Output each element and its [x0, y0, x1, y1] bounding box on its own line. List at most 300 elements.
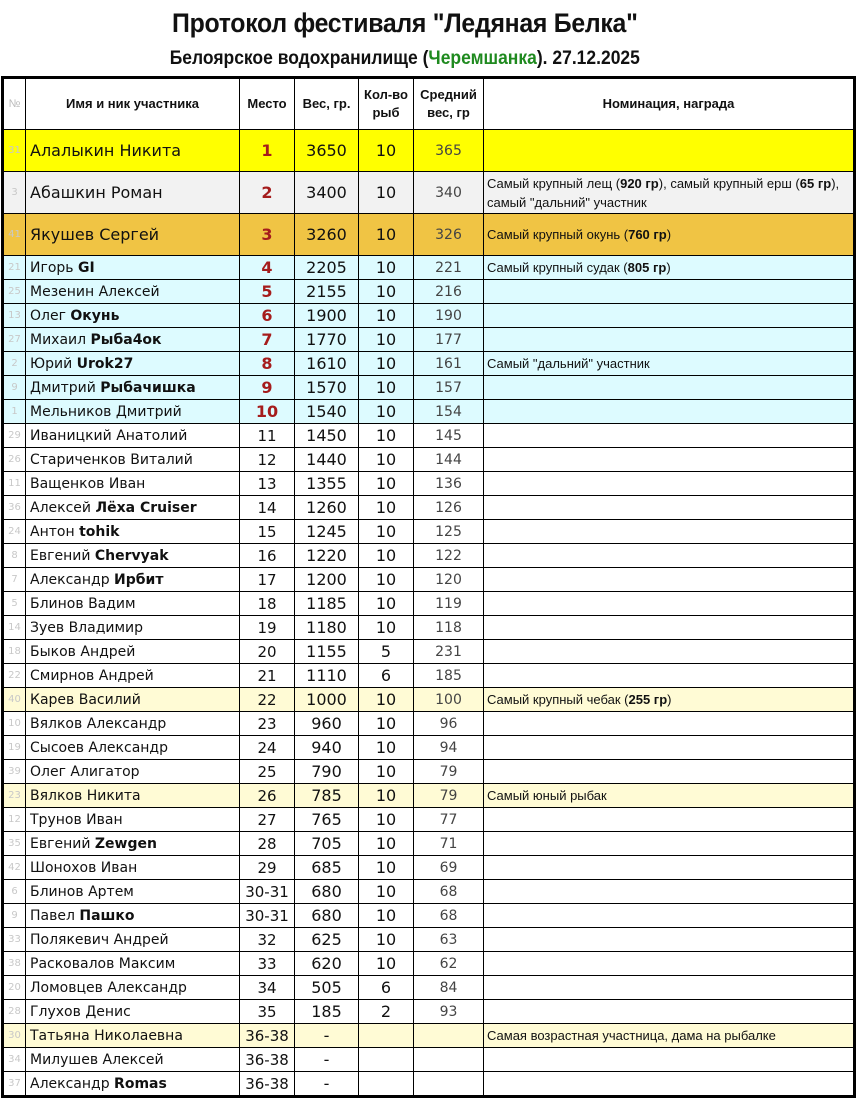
table-header-row — [3, 78, 855, 130]
participant-number: 19 — [3, 736, 26, 760]
place-cell: 17 — [240, 568, 295, 592]
weight-cell: 1355 — [295, 472, 359, 496]
table-row — [3, 472, 855, 496]
weight-cell: 1155 — [295, 640, 359, 664]
table-row — [3, 856, 855, 880]
participant-full-name: Иваницкий Анатолий — [30, 427, 188, 444]
nomination-cell — [484, 448, 855, 472]
place-cell: 13 — [240, 472, 295, 496]
participant-number: 7 — [3, 568, 26, 592]
participant-name — [26, 664, 240, 688]
weight-cell: 505 — [295, 976, 359, 1000]
nomination-cell — [484, 880, 855, 904]
weight-cell: 3260 — [295, 214, 359, 256]
participant-full-name: Евгений — [30, 547, 95, 564]
table-row — [3, 832, 855, 856]
fish-count-cell: 10 — [359, 376, 414, 400]
participant-full-name: Олег Алигатор — [30, 763, 140, 780]
average-weight-cell: 79 — [414, 784, 484, 808]
table-row — [3, 376, 855, 400]
weight-cell: 1000 — [295, 688, 359, 712]
nomination-cell — [484, 736, 855, 760]
fish-count-cell: 10 — [359, 760, 414, 784]
fish-count-cell: 10 — [359, 592, 414, 616]
average-weight-cell: 77 — [414, 808, 484, 832]
participant-full-name: Алексей — [30, 499, 96, 516]
participant-number: 22 — [3, 664, 26, 688]
participant-number: 13 — [3, 304, 26, 328]
average-weight-cell: 144 — [414, 448, 484, 472]
average-weight-cell: 63 — [414, 928, 484, 952]
nomination-cell — [484, 496, 855, 520]
table-row — [3, 328, 855, 352]
nomination-cell — [484, 808, 855, 832]
participant-number: 21 — [3, 256, 26, 280]
nomination-cell — [484, 928, 855, 952]
weight-cell: 785 — [295, 784, 359, 808]
fish-count-cell — [359, 1072, 414, 1097]
participant-name — [26, 976, 240, 1000]
column-header-weight: Вес, гр. — [295, 78, 359, 130]
weight-cell: 940 — [295, 736, 359, 760]
participant-nickname: Пашко — [79, 907, 135, 924]
participant-number: 12 — [3, 808, 26, 832]
table-row — [3, 214, 855, 256]
place-cell: 15 — [240, 520, 295, 544]
weight-cell: 1770 — [295, 328, 359, 352]
average-weight-cell: 157 — [414, 376, 484, 400]
weight-cell: 1185 — [295, 592, 359, 616]
nomination-cell — [484, 640, 855, 664]
page-subtitle — [0, 48, 810, 70]
subtitle-location: Белоярское водохранилище ( — [169, 48, 429, 69]
weight-cell: 1440 — [295, 448, 359, 472]
weight-cell: 1200 — [295, 568, 359, 592]
table-row — [3, 640, 855, 664]
nomination-cell — [484, 568, 855, 592]
participant-name — [26, 130, 240, 172]
participant-name — [26, 1024, 240, 1048]
participant-name — [26, 448, 240, 472]
participant-number: 38 — [3, 952, 26, 976]
participant-name — [26, 1072, 240, 1097]
participant-full-name: Александр — [30, 571, 115, 588]
participant-full-name: Блинов Артем — [30, 883, 134, 900]
place-cell: 21 — [240, 664, 295, 688]
nomination-cell — [484, 1072, 855, 1097]
weight-cell: 3400 — [295, 172, 359, 214]
fish-count-cell: 10 — [359, 214, 414, 256]
nomination-cell — [484, 616, 855, 640]
average-weight-cell: 118 — [414, 616, 484, 640]
participant-number: 40 — [3, 688, 26, 712]
weight-cell: 790 — [295, 760, 359, 784]
place-cell: 14 — [240, 496, 295, 520]
weight-cell: 3650 — [295, 130, 359, 172]
nomination-cell: Самый "дальний" участник — [484, 352, 855, 376]
place-cell: 8 — [240, 352, 295, 376]
table-row — [3, 688, 855, 712]
place-cell: 10 — [240, 400, 295, 424]
participant-number: 24 — [3, 520, 26, 544]
participant-full-name: Вялков Никита — [30, 787, 141, 804]
table-row — [3, 904, 855, 928]
place-cell: 25 — [240, 760, 295, 784]
participant-full-name: Игорь — [30, 259, 78, 276]
average-weight-cell: 125 — [414, 520, 484, 544]
participant-number: 1 — [3, 400, 26, 424]
weight-cell: 1110 — [295, 664, 359, 688]
participant-name — [26, 880, 240, 904]
participant-name — [26, 736, 240, 760]
weight-cell: 1245 — [295, 520, 359, 544]
place-cell: 32 — [240, 928, 295, 952]
weight-cell: 765 — [295, 808, 359, 832]
fish-count-cell: 10 — [359, 808, 414, 832]
nomination-cell: Самый крупный судак (805 гр) — [484, 256, 855, 280]
participant-full-name: Абашкин Роман — [30, 183, 163, 202]
table-row — [3, 496, 855, 520]
fish-count-cell — [359, 1048, 414, 1072]
nomination-cell — [484, 304, 855, 328]
fish-count-cell: 10 — [359, 520, 414, 544]
fish-count-cell: 10 — [359, 256, 414, 280]
participant-number: 10 — [3, 712, 26, 736]
table-body — [3, 130, 855, 1097]
participant-nickname: GI — [77, 259, 95, 276]
column-header-place: Место — [240, 78, 295, 130]
fish-count-cell: 10 — [359, 568, 414, 592]
participant-full-name: Шонохов Иван — [30, 859, 138, 876]
fish-count-cell: 10 — [359, 736, 414, 760]
nomination-cell — [484, 760, 855, 784]
participant-number: 42 — [3, 856, 26, 880]
place-cell: 28 — [240, 832, 295, 856]
participant-full-name: Вялков Александр — [30, 715, 167, 732]
weight-cell: 1900 — [295, 304, 359, 328]
place-cell: 26 — [240, 784, 295, 808]
column-header-avg — [414, 78, 484, 130]
participant-full-name: Павел — [30, 907, 80, 924]
participant-name — [26, 616, 240, 640]
average-weight-cell: 185 — [414, 664, 484, 688]
participant-full-name: Олег — [30, 307, 71, 324]
nomination-cell — [484, 520, 855, 544]
participant-number: 35 — [3, 832, 26, 856]
average-weight-cell: 221 — [414, 256, 484, 280]
participant-number: 41 — [3, 214, 26, 256]
place-cell: 35 — [240, 1000, 295, 1024]
table-row — [3, 130, 855, 172]
participant-number: 6 — [3, 880, 26, 904]
place-cell: 30-31 — [240, 904, 295, 928]
average-weight-cell — [414, 1024, 484, 1048]
column-header-num: № — [3, 78, 26, 130]
results-table — [1, 76, 856, 1098]
fish-count-cell: 10 — [359, 496, 414, 520]
fish-count-cell: 6 — [359, 976, 414, 1000]
participant-name — [26, 1000, 240, 1024]
place-cell: 36-38 — [240, 1024, 295, 1048]
weight-cell: 1570 — [295, 376, 359, 400]
fish-count-cell — [359, 1024, 414, 1048]
participant-name — [26, 472, 240, 496]
participant-nickname: Urok27 — [76, 355, 134, 372]
participant-name — [26, 640, 240, 664]
participant-nickname: tohik — [79, 523, 120, 540]
place-cell: 6 — [240, 304, 295, 328]
subtitle-highlight: Черемшанка — [428, 48, 537, 69]
table-row — [3, 568, 855, 592]
participant-number: 27 — [3, 328, 26, 352]
participant-name — [26, 544, 240, 568]
nomination-weight: 760 гр — [628, 227, 667, 242]
nomination-cell — [484, 976, 855, 1000]
place-cell: 34 — [240, 976, 295, 1000]
participant-full-name: Трунов Иван — [30, 811, 123, 828]
participant-name — [26, 400, 240, 424]
participant-number: 31 — [3, 130, 26, 172]
nomination-cell — [484, 952, 855, 976]
weight-cell: - — [295, 1072, 359, 1097]
participant-nickname: Рыбачишка — [100, 379, 196, 396]
participant-full-name: Полякевич Андрей — [30, 931, 169, 948]
place-cell: 36-38 — [240, 1072, 295, 1097]
average-weight-cell: 136 — [414, 472, 484, 496]
nomination-cell — [484, 400, 855, 424]
place-cell: 19 — [240, 616, 295, 640]
participant-number: 18 — [3, 640, 26, 664]
participant-name — [26, 280, 240, 304]
average-weight-cell: 68 — [414, 880, 484, 904]
average-weight-cell: 62 — [414, 952, 484, 976]
participant-full-name: Мельников Дмитрий — [30, 403, 182, 420]
column-header-count — [359, 78, 414, 130]
participant-full-name: Быков Андрей — [30, 643, 136, 660]
weight-cell: 680 — [295, 880, 359, 904]
average-weight-cell: 94 — [414, 736, 484, 760]
participant-full-name: Блинов Вадим — [30, 595, 136, 612]
fish-count-cell: 10 — [359, 352, 414, 376]
participant-number: 36 — [3, 496, 26, 520]
participant-nickname: Romas — [114, 1075, 167, 1092]
participant-name — [26, 214, 240, 256]
average-weight-cell: 216 — [414, 280, 484, 304]
weight-cell: 1220 — [295, 544, 359, 568]
participant-number: 2 — [3, 352, 26, 376]
nomination-cell: Самая возрастная участница, дама на рыбалке — [484, 1024, 855, 1048]
participant-name — [26, 760, 240, 784]
participant-number: 9 — [3, 904, 26, 928]
place-cell: 22 — [240, 688, 295, 712]
table-row — [3, 760, 855, 784]
average-weight-cell: 119 — [414, 592, 484, 616]
participant-name — [26, 1048, 240, 1072]
table-row — [3, 280, 855, 304]
nomination-cell — [484, 472, 855, 496]
participant-number: 9 — [3, 376, 26, 400]
participant-full-name: Мезенин Алексей — [30, 283, 160, 300]
participant-full-name: Расковалов Максим — [30, 955, 176, 972]
table-row — [3, 616, 855, 640]
participant-number: 28 — [3, 1000, 26, 1024]
nomination-cell — [484, 130, 855, 172]
average-weight-cell: 326 — [414, 214, 484, 256]
table-row — [3, 784, 855, 808]
participant-name — [26, 172, 240, 214]
table-row — [3, 1048, 855, 1072]
table-row — [3, 976, 855, 1000]
average-weight-cell — [414, 1072, 484, 1097]
participant-number: 26 — [3, 448, 26, 472]
table-row — [3, 952, 855, 976]
participant-nickname: Рыба4ок — [90, 331, 162, 348]
fish-count-cell: 10 — [359, 880, 414, 904]
table-row — [3, 352, 855, 376]
place-cell: 3 — [240, 214, 295, 256]
fish-count-cell: 10 — [359, 832, 414, 856]
table-row — [3, 928, 855, 952]
column-header-avg-line1: Средний — [420, 87, 477, 102]
average-weight-cell: 145 — [414, 424, 484, 448]
participant-number: 29 — [3, 424, 26, 448]
participant-name — [26, 496, 240, 520]
participant-full-name: Алалыкин Никита — [30, 141, 182, 160]
participant-full-name: Милушев Алексей — [30, 1051, 164, 1068]
fish-count-cell: 2 — [359, 1000, 414, 1024]
participant-name — [26, 592, 240, 616]
participant-number: 5 — [3, 592, 26, 616]
fish-count-cell: 10 — [359, 688, 414, 712]
table-row — [3, 880, 855, 904]
nomination-cell — [484, 856, 855, 880]
weight-cell: 680 — [295, 904, 359, 928]
table-row — [3, 736, 855, 760]
column-header-name: Имя и ник участника — [26, 78, 240, 130]
average-weight-cell: 122 — [414, 544, 484, 568]
place-cell: 9 — [240, 376, 295, 400]
participant-full-name: Михаил — [30, 331, 91, 348]
place-cell: 23 — [240, 712, 295, 736]
column-header-count-line2: рыб — [372, 105, 400, 120]
nomination-cell — [484, 712, 855, 736]
table-row — [3, 592, 855, 616]
participant-full-name: Татьяна Николаевна — [30, 1027, 183, 1044]
average-weight-cell: 126 — [414, 496, 484, 520]
table-row — [3, 400, 855, 424]
fish-count-cell: 10 — [359, 280, 414, 304]
fish-count-cell: 6 — [359, 664, 414, 688]
table-row — [3, 544, 855, 568]
participant-full-name: Антон — [30, 523, 80, 540]
participant-number: 37 — [3, 1072, 26, 1097]
participant-name — [26, 376, 240, 400]
participant-nickname: Лёха Cruiser — [95, 499, 197, 516]
participant-number: 34 — [3, 1048, 26, 1072]
participant-name — [26, 952, 240, 976]
place-cell: 12 — [240, 448, 295, 472]
average-weight-cell: 71 — [414, 832, 484, 856]
participant-full-name: Юрий — [30, 355, 77, 372]
column-header-avg-line2: вес, гр — [427, 105, 470, 120]
average-weight-cell — [414, 1048, 484, 1072]
weight-cell: 1610 — [295, 352, 359, 376]
nomination-cell — [484, 376, 855, 400]
nomination-weight: 255 гр — [628, 692, 668, 707]
nomination-cell — [484, 1000, 855, 1024]
fish-count-cell: 10 — [359, 304, 414, 328]
average-weight-cell: 93 — [414, 1000, 484, 1024]
participant-nickname: Zewgen — [94, 835, 157, 852]
participant-name — [26, 256, 240, 280]
fish-count-cell: 10 — [359, 472, 414, 496]
place-cell: 36-38 — [240, 1048, 295, 1072]
participant-name — [26, 328, 240, 352]
average-weight-cell: 365 — [414, 130, 484, 172]
participant-full-name: Смирнов Андрей — [30, 667, 154, 684]
table-row — [3, 448, 855, 472]
average-weight-cell: 100 — [414, 688, 484, 712]
weight-cell: 185 — [295, 1000, 359, 1024]
fish-count-cell: 10 — [359, 544, 414, 568]
fish-count-cell: 10 — [359, 328, 414, 352]
place-cell: 24 — [240, 736, 295, 760]
column-header-nomination: Номинация, награда — [484, 78, 855, 130]
participant-name — [26, 568, 240, 592]
average-weight-cell: 96 — [414, 712, 484, 736]
participant-full-name: Александр — [30, 1075, 115, 1092]
participant-number: 39 — [3, 760, 26, 784]
participant-full-name: Карев Василий — [30, 691, 141, 708]
fish-count-cell: 10 — [359, 856, 414, 880]
participant-full-name: Стариченков Виталий — [30, 451, 193, 468]
average-weight-cell: 177 — [414, 328, 484, 352]
participant-full-name: Ващенков Иван — [30, 475, 146, 492]
participant-number: 20 — [3, 976, 26, 1000]
place-cell: 5 — [240, 280, 295, 304]
place-cell: 11 — [240, 424, 295, 448]
fish-count-cell: 10 — [359, 400, 414, 424]
nomination-cell — [484, 832, 855, 856]
fish-count-cell: 10 — [359, 448, 414, 472]
participant-nickname: Chervyak — [94, 547, 169, 564]
fish-count-cell: 10 — [359, 616, 414, 640]
participant-name — [26, 712, 240, 736]
nomination-cell — [484, 280, 855, 304]
column-header-count-line1: Кол-во — [364, 87, 408, 102]
nomination-cell — [484, 1048, 855, 1072]
place-cell: 29 — [240, 856, 295, 880]
fish-count-cell: 10 — [359, 172, 414, 214]
participant-full-name: Ломовцев Александр — [30, 979, 187, 996]
average-weight-cell: 68 — [414, 904, 484, 928]
table-row — [3, 1024, 855, 1048]
fish-count-cell: 5 — [359, 640, 414, 664]
average-weight-cell: 120 — [414, 568, 484, 592]
nomination-weight: 805 гр — [627, 260, 667, 275]
nomination-cell: Самый юный рыбак — [484, 784, 855, 808]
average-weight-cell: 154 — [414, 400, 484, 424]
participant-name — [26, 520, 240, 544]
place-cell: 20 — [240, 640, 295, 664]
table-row — [3, 664, 855, 688]
place-cell: 4 — [240, 256, 295, 280]
nomination-cell — [484, 424, 855, 448]
weight-cell: 1450 — [295, 424, 359, 448]
participant-nickname: Ирбит — [114, 571, 164, 588]
weight-cell: 685 — [295, 856, 359, 880]
nomination-cell — [484, 544, 855, 568]
